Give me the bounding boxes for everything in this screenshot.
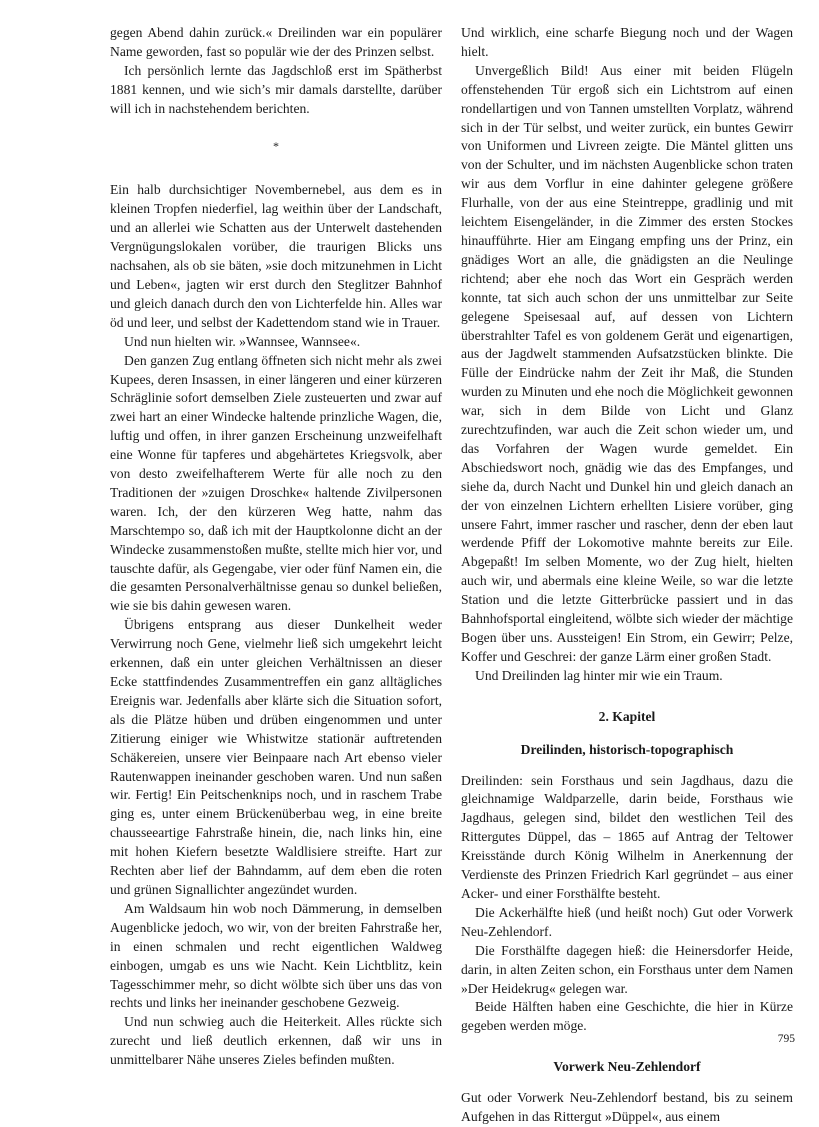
paragraph: Dreilinden: sein Forsthaus und sein Jagdhaus, dazu die gleichnamige Waldparzelle, darin beide, Forsthaus wie Jagdhaus, gelegen sind, bildet den westlichen Teil des Rittergutes Düppel, das – 1865 auf Antrag der Teltower Kreisstände durch König Wilhelm in Anerkennung der Verdienste des Prinzen Friedrich Karl gegründet – aus einer Acker- und einer Forsthälfte besteht.: [461, 772, 793, 901]
paragraph: Den ganzen Zug entlang öffneten sich nicht mehr als zwei Kupees, deren Insassen, in einer längeren und einer kürzeren Schräglinie sofort demselben Ziele zusteuerten und zwar auf zwei hart an einer Windecke haltende prinzliche Wagen, die, luftig und offen, in ihrer ganzen Erscheinung unzweifelhaft eine Wonne für tapferes und abgehärtetes Kriegsvolk, aber von desto zweifelhafterem Werte für alle noch zu den Traditionen der »zuigen Droschke« haltende Zivilpersonen waren. Ich, der den kürzeren Weg hatte, nahm das Marschtempo so, daß ich mit der Hauptkolonne dicht an der Windecke zusammenstoßen mußte, stellte mich hier vor, und tauschte dafür, als Gegengabe, vier oder fünf Namen ein, die die gesamten Personalverhältnisse genau so dunkel beließen, wie sie bis dahin gewesen waren.: [110, 352, 442, 614]
paragraph: Und nun hielten wir. »Wannsee, Wannsee«.: [124, 333, 361, 349]
paragraph: gegen Abend dahin zurück.« Dreilinden war ein populärer Name geworden, fast so populär wie der des Prinzen selbst.: [110, 25, 442, 59]
paragraph: Unvergeßlich Bild! Aus einer mit beiden Flügeln offenstehenden Tür ergoß sich ein Lichtstrom auf einen rondellartigen und von Tannen umstellten Vorplatz, während sich in der Tür selbst, und weiter zurück, ein buntes Gewirr von Uniformen und Livreen zeigte. Die Mäntel glitten uns von der Schulter, und im nächsten Augenblicke schon traten wir aus dem Vorflur in eine dahinter gelegene größere Flurhalle, von der aus eine Steintreppe, gradlinig und mit leichtem Eisengeländer, in die Zimmer des ersten Stockes hinaufführte. Hier am Eingang empfing uns der Prinz, ein gnädiges Wort an alle, die gnädigsten an die Neulinge richtend; aber ehe noch das Wort ein Gespräch werden konnte, tat sich auch schon der uns unmittelbar zur Seite gelegene Speisesaal auf, auf dessen von Lichtern überstrahlter Tafel es von goldenem Gerät und eigenartigen, aus der Jagdwelt stammenden Aufsatzstücken blinkte. Die Fülle der Eindrücke nahm der Zeit ihr Maß, die Stunden wurden zu Minuten und ehe noch die Möglichkeit gewonnen war, sich in dem Bilde von Licht und Glanz zurechtzufinden, war auch die Zeit schon wieder um, und das Vorfahren der Wagen wurde gemeldet. Ein Abschiedswort noch, gnädig wie das des Empfanges, und siehe da, durch Nacht und Dunkel hin und gleich danach an der von einzelnen Lichtern erhellten Lisiere vorüber, ging unsere Fahrt, immer rascher und rascher, denn der eben laut werdende Pfiff der Lokomotive mahnte bereits zur Eile. Abgepaßt! Im selben Momente, wo der Zug hielt, hielten auch wir, und abermals eine kleine Weile, so war die letzte Station und die letzte Gitterbrücke passiert und in das Bahnhofsportal eingleitend, wölbte sich wieder der mächtige Bogen über uns. Aussteigen! Ein Strom, ein Gewirr; Pelze, Koffer und Geschrei: der ganze Lärm einer großen Stadt.: [461, 62, 793, 664]
chapter-subtitle: Dreilinden, historisch-topographisch: [520, 741, 734, 757]
left-column: [110, 24, 442, 1070]
paragraph: Gut oder Vorwerk Neu-Zehlendorf bestand, bis zu seinem Aufgehen in das Rittergut »Düppel«, aus einem: [461, 1090, 793, 1125]
section-separator: *: [273, 138, 279, 153]
paragraph: Beide Hälften haben eine Geschichte, die hier in Kürze gegeben werden möge.: [461, 999, 793, 1034]
page-number: 795: [777, 1033, 795, 1045]
section-heading: Vorwerk Neu-Zehlendorf: [553, 1059, 701, 1075]
paragraph: Und Dreilinden lag hinter mir wie ein Traum.: [475, 667, 723, 683]
paragraph: Am Waldsaum hin wob noch Dämmerung, in demselben Augenblicke jedoch, wo wir, von der breiten Fahrstraße her, in einen schmalen und recht eigentlichen Waldweg einbogen, umgab es uns wie Nacht. Kein Lichtblitz, kein Tagesschimmer mehr, so dicht wölbte sich über uns das von rechts und links her ineinander geschobene Gezweig.: [110, 900, 442, 1011]
chapter-heading: 2. Kapitel: [598, 708, 656, 724]
paragraph: Und nun schwieg auch die Heiterkeit. Alles rückte sich zurecht und ließ deutlich erkennen, daß wir uns in unmittelbarer Nähe unseres Zieles befinden mußten.: [110, 1014, 442, 1068]
paragraph: Übrigens entsprang aus dieser Dunkelheit weder Verwirrung noch Gene, vielmehr ließ sich umgekehrt leicht erkennen, daß ein unter gleichen Verhältnissen an dieser Ecke stattfindendes Zusammentreffen ein ganz alltägliches Ereignis war. Jedenfalls aber klärte sich die Situation sofort, als die Plätze hüben und drüben eingenommen und unter Zitierung einiger wie Whistwitze stationär auftretenden Schäkereien, unsere vier Beinpaare nach Art ebenso vieler Rautenwappen ineinander geschoben waren. Und nun saßen wir. Fertig! Ein Peitschenknips noch, und in raschem Trabe ging es, unter einem Brückenüberbau weg, in eine breite chausseeartige Fahrstraße hinein, die, nach links hin, eine mit hohen Kiefern besetzte Waldlisiere streifte. Hart zur Rechten aber lief der Bahndamm, auf dem eben die roten und grünen Signallichter angezündet wurden.: [110, 617, 442, 897]
paragraph: Die Forsthälfte dagegen hieß: die Heinersdorfer Heide, darin, in alten Zeiten schon, ein Forsthaus unter dem Namen »Der Heidekrug« gelegen war.: [461, 942, 793, 996]
paragraph: Ich persönlich lernte das Jagdschloß erst im Spätherbst 1881 kennen, und wie sich’s mir damals darstellte, darüber will ich in nachstehendem berichten.: [110, 62, 442, 116]
paragraph: Ein halb durchsichtiger Novembernebel, aus dem es in kleinen Tropfen niederfiel, lag weithin über der Landschaft, und an allerlei wie Schatten aus der Unterwelt dastehenden Vergnügungslokalen vorüber, die traurigen Blicks uns nachsahen, als ob sie bäten, »sie doch mitzunehmen in Licht und Leben«, jagten wir erst durch den Steglitzer Bahnhof und gleich danach durch den von Lichterfelde hin. Alles war öd und leer, und selbst der Kadettendom stand wie in Trauer.: [110, 182, 442, 330]
right-column: [461, 24, 793, 1127]
paragraph: Und wirklich, eine scharfe Biegung noch und der Wagen hielt.: [461, 25, 793, 59]
paragraph: Die Ackerhälfte hieß (und heißt noch) Gut oder Vorwerk Neu-Zehlendorf.: [461, 904, 793, 939]
